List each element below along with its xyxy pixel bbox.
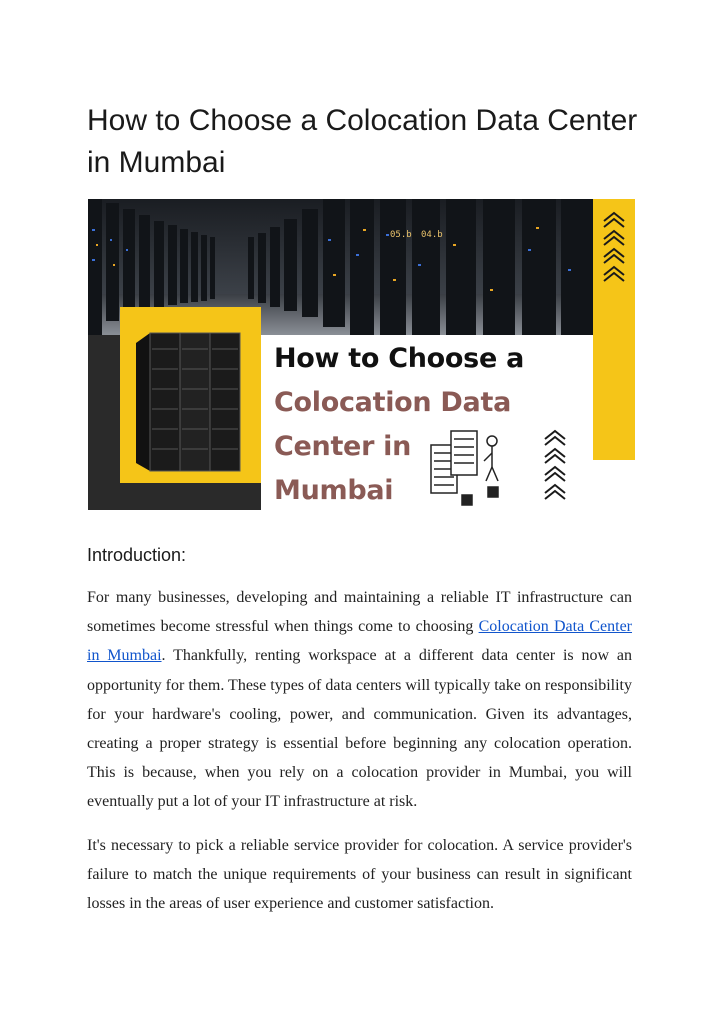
section-heading: Introduction:: [87, 545, 187, 565]
banner-line: How to Choose a: [274, 343, 524, 374]
banner-line: Colocation Data: [274, 387, 511, 418]
banner-line: Mumbai: [274, 475, 394, 506]
rack-label: 05.b: [390, 230, 412, 240]
colocation-link[interactable]: Colocation Data Center in Mumbai: [87, 618, 633, 665]
body-paragraph: [87, 583, 632, 817]
paragraph-text: . Thankfully, renting workspace at a different data center is now an opportunity for them. These types of data centers will typically take on responsibility for your hardware's cooling, power, and communication. Given its advantages, creating a proper strategy is essential before beginning any colocation operation. This is because, when you rely on a colocation provider in Mumbai, you will eventually put a lot of your IT infrastructure at risk.: [87, 647, 632, 811]
server-rack-icon: [136, 333, 240, 471]
paragraph-text: For many businesses, developing and maintaining a reliable IT infrastructure can sometimes become stressful when things come to choosing: [87, 589, 632, 636]
rack-label: 04.b: [421, 230, 443, 240]
banner-image: [88, 199, 635, 510]
banner-headline: [274, 337, 554, 510]
banner-line: Center in: [274, 431, 412, 462]
document-title: How to Choose a Colocation Data Center in Mumbai: [87, 104, 638, 179]
body-paragraph: It's necessary to pick a reliable service provider for colocation. A service provider's failure to match the unique requirements of your business can result in significant losses in the areas of user experience and customer satisfaction.: [87, 837, 632, 913]
